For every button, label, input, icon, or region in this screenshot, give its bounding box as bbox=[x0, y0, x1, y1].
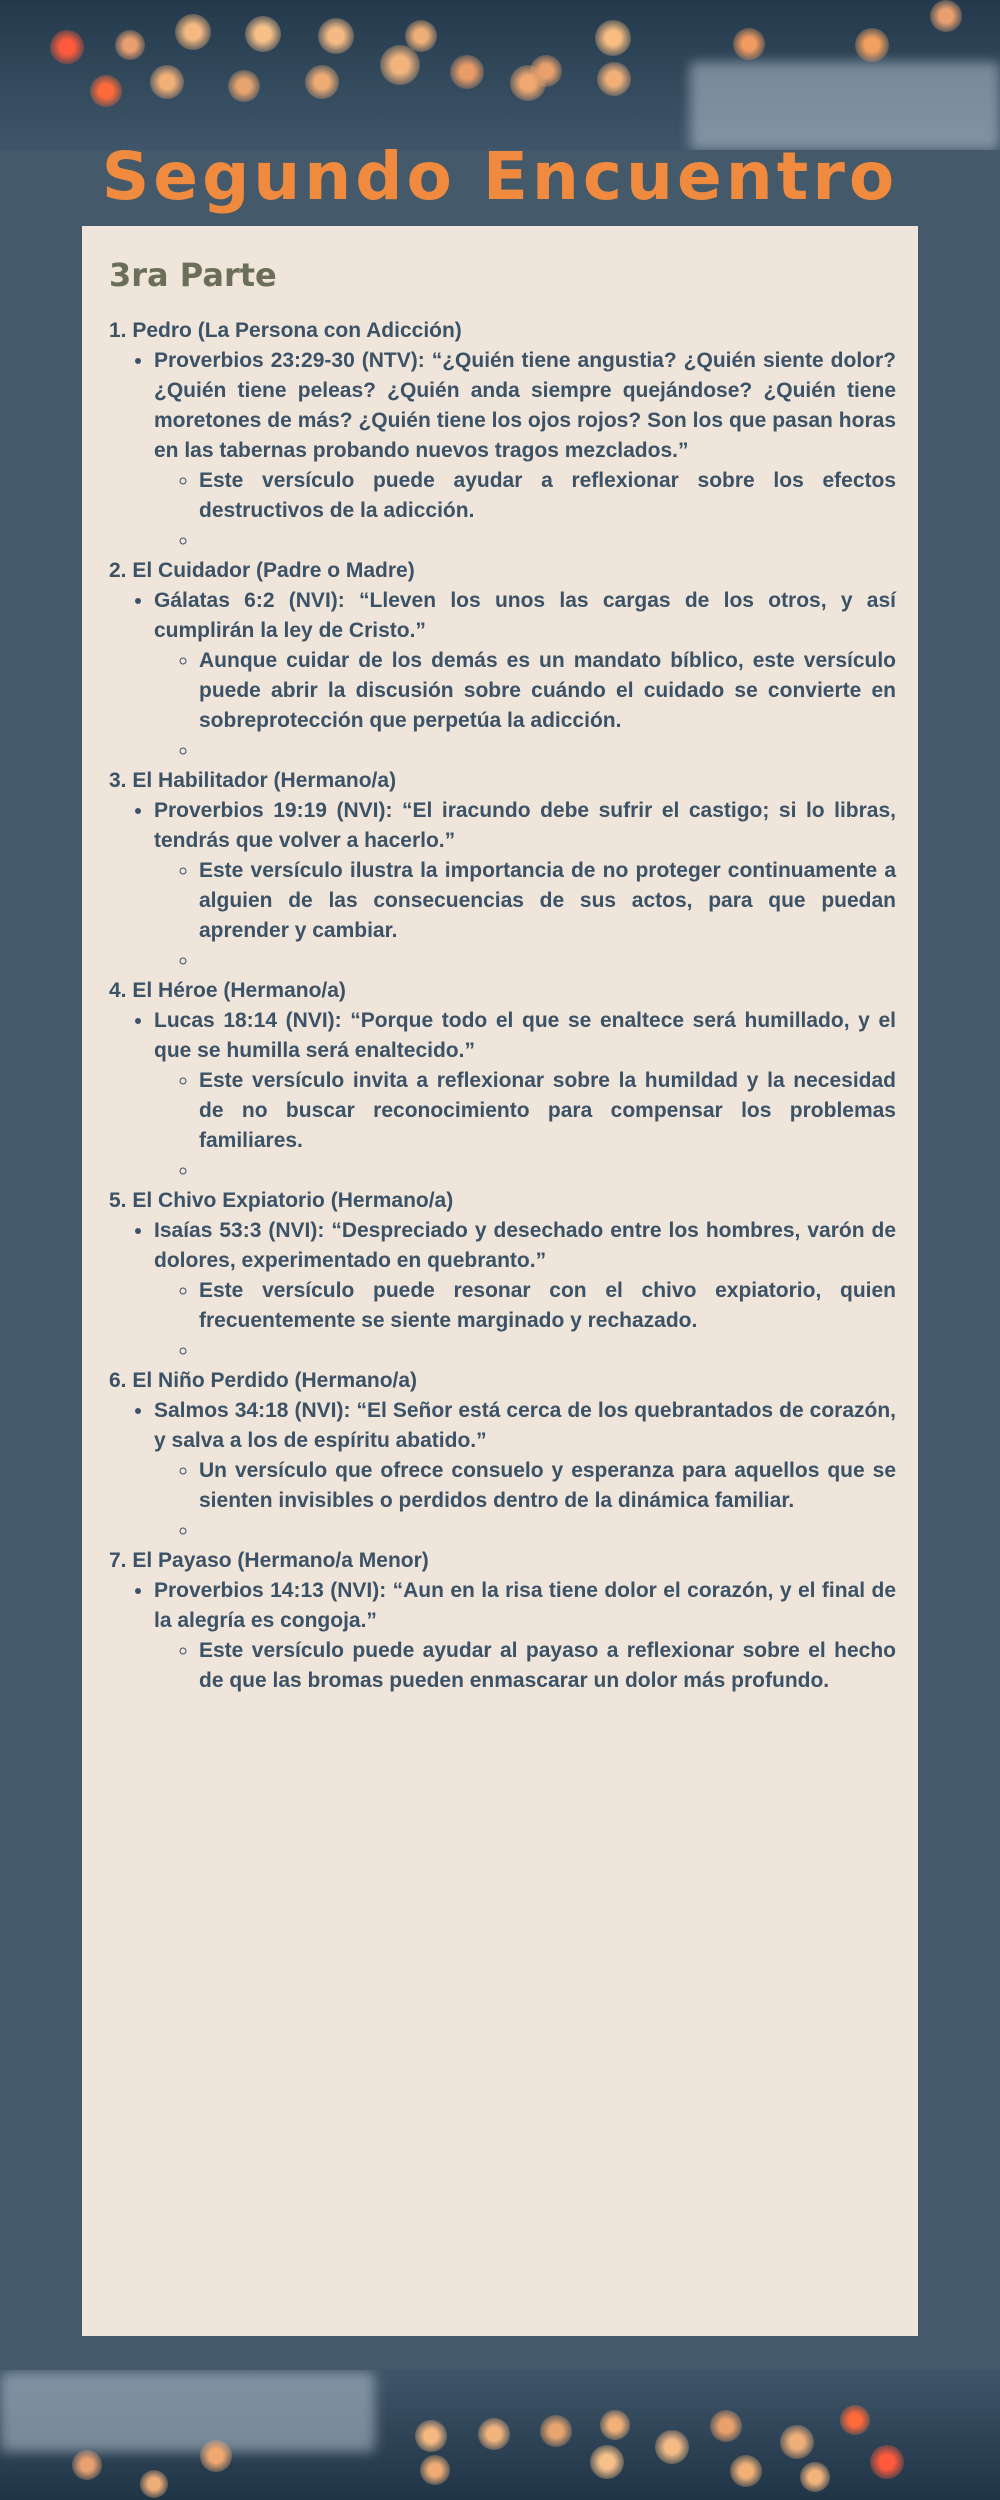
verse-item bbox=[154, 1396, 896, 1546]
bokeh-light bbox=[590, 2445, 624, 2479]
bokeh-light bbox=[415, 2420, 447, 2452]
bokeh-light bbox=[90, 75, 122, 107]
section-heading: 5. El Chivo Expiatorio (Hermano/a) bbox=[109, 1189, 454, 1212]
content-card bbox=[82, 226, 918, 2336]
bokeh-light bbox=[318, 18, 354, 54]
verse-item bbox=[154, 1006, 896, 1186]
bokeh-light bbox=[730, 2455, 762, 2487]
role-section bbox=[109, 316, 896, 556]
bokeh-light bbox=[420, 2455, 450, 2485]
bokeh-light bbox=[710, 2410, 742, 2442]
verse-text: Lucas 18:14 (NVI): “Porque todo el que se enaltece será humillado, y el que se humilla será enaltecido.” bbox=[154, 1009, 896, 1062]
verse-item bbox=[154, 346, 896, 556]
bokeh-light bbox=[870, 2445, 904, 2479]
section-heading: 3. El Habilitador (Hermano/a) bbox=[109, 769, 397, 792]
light-haze bbox=[690, 62, 1000, 150]
bokeh-light bbox=[733, 28, 765, 60]
note-item: ◦ Este versículo ilustra la importancia de no proteger continuamente a alguien de las consecuencias de sus actos, para que puedan aprender y cambiar. bbox=[199, 856, 896, 946]
empty-note-item bbox=[199, 1336, 896, 1366]
note-list bbox=[154, 1456, 896, 1546]
bokeh-light bbox=[380, 45, 420, 85]
verse-item bbox=[154, 586, 896, 766]
note-list bbox=[154, 466, 896, 556]
section-heading: 2. El Cuidador (Padre o Madre) bbox=[109, 559, 415, 582]
bokeh-light bbox=[175, 14, 211, 50]
verse-text: Proverbios 19:19 (NVI): “El iracundo debe sufrir el castigo; si lo libras, tendrás que volver a hacerlo.” bbox=[154, 799, 896, 852]
light-haze bbox=[0, 2372, 375, 2452]
verse-list bbox=[109, 586, 896, 766]
role-section bbox=[109, 766, 896, 976]
bokeh-light bbox=[540, 2415, 572, 2447]
empty-note-item bbox=[199, 736, 896, 766]
role-section bbox=[109, 556, 896, 766]
bokeh-light bbox=[150, 65, 184, 99]
part-title: 3ra Parte bbox=[109, 256, 277, 294]
bokeh-light bbox=[930, 0, 962, 32]
verse-text: Gálatas 6:2 (NVI): “Lleven los unos las cargas de los otros, y así cumplirán la ley de Cristo.” bbox=[154, 589, 896, 642]
bokeh-light bbox=[595, 20, 631, 56]
bokeh-light bbox=[478, 2418, 510, 2450]
verse-list bbox=[109, 1216, 896, 1366]
verse-text: Proverbios 23:29-30 (NTV): “¿Quién tiene angustia? ¿Quién siente dolor? ¿Quién tiene peleas? ¿Quién anda siempre quejándose? ¿Quién tiene moretones de más? ¿Quién tiene los ojos rojos? Son los que pasan horas en las tabernas probando nuevos tragos mezclados.” bbox=[154, 349, 896, 462]
role-section bbox=[109, 1186, 896, 1366]
empty-note-item bbox=[199, 946, 896, 976]
bokeh-light bbox=[655, 2430, 689, 2464]
note-item: ◦ Este versículo invita a reflexionar sobre la humildad y la necesidad de no buscar reconocimiento para compensar los problemas familiares. bbox=[199, 1066, 896, 1156]
role-section bbox=[109, 1366, 896, 1546]
bottom-bokeh-banner bbox=[0, 2370, 1000, 2500]
note-list bbox=[154, 1636, 896, 1696]
bokeh-light bbox=[800, 2462, 830, 2492]
role-section bbox=[109, 976, 896, 1186]
verse-list bbox=[109, 796, 896, 976]
verse-item bbox=[154, 1576, 896, 1696]
note-list bbox=[154, 856, 896, 976]
empty-note-item bbox=[199, 1156, 896, 1186]
note-list bbox=[154, 1066, 896, 1186]
bokeh-light bbox=[855, 28, 889, 62]
bokeh-light bbox=[228, 70, 260, 102]
section-heading: 1. Pedro (La Persona con Adicción) bbox=[109, 319, 462, 342]
top-bokeh-banner bbox=[0, 0, 1000, 150]
bokeh-light bbox=[450, 55, 484, 89]
bokeh-light bbox=[305, 65, 339, 99]
empty-note-item bbox=[199, 526, 896, 556]
bokeh-light bbox=[72, 2450, 102, 2480]
note-item: ◦ Este versículo puede ayudar a reflexionar sobre los efectos destructivos de la adicción. bbox=[199, 466, 896, 526]
bokeh-light bbox=[405, 20, 437, 52]
note-item: ◦ Un versículo que ofrece consuelo y esperanza para aquellos que se sienten invisibles o perdidos dentro de la dinámica familiar. bbox=[199, 1456, 896, 1516]
verse-text: Proverbios 14:13 (NVI): “Aun en la risa tiene dolor el corazón, y el final de la alegría es congoja.” bbox=[154, 1579, 896, 1632]
bokeh-light bbox=[780, 2425, 814, 2459]
note-item: ◦ Aunque cuidar de los demás es un mandato bíblico, este versículo puede abrir la discusión sobre cuándo el cuidado se convierte en sobreprotección que perpetúa la adicción. bbox=[199, 646, 896, 736]
verse-item bbox=[154, 796, 896, 976]
verse-list bbox=[109, 1396, 896, 1546]
bokeh-light bbox=[115, 30, 145, 60]
bokeh-light bbox=[597, 62, 631, 96]
section-heading: 4. El Héroe (Hermano/a) bbox=[109, 979, 346, 1002]
bokeh-light bbox=[140, 2470, 168, 2498]
verse-text: Isaías 53:3 (NVI): “Despreciado y desechado entre los hombres, varón de dolores, experimentado en quebranto.” bbox=[154, 1219, 896, 1272]
role-section bbox=[109, 1546, 896, 1696]
bokeh-light bbox=[530, 55, 562, 87]
note-list bbox=[154, 646, 896, 766]
verse-text: Salmos 34:18 (NVI): “El Señor está cerca de los quebrantados de corazón, y salva a los de espíritu abatido.” bbox=[154, 1399, 896, 1452]
note-item: ◦ Este versículo puede ayudar al payaso a reflexionar sobre el hecho de que las bromas pueden enmascarar un dolor más profundo. bbox=[199, 1636, 896, 1696]
page-title: Segundo Encuentro bbox=[101, 138, 899, 215]
section-heading: 6. El Niño Perdido (Hermano/a) bbox=[109, 1369, 418, 1392]
bokeh-light bbox=[840, 2405, 870, 2435]
section-heading: 7. El Payaso (Hermano/a Menor) bbox=[109, 1549, 429, 1572]
bokeh-light bbox=[50, 30, 84, 64]
note-item: ◦ Este versículo puede resonar con el chivo expiatorio, quien frecuentemente se siente marginado y rechazado. bbox=[199, 1276, 896, 1336]
bokeh-light bbox=[200, 2440, 232, 2472]
note-list bbox=[154, 1276, 896, 1366]
verse-list bbox=[109, 346, 896, 556]
verse-list bbox=[109, 1006, 896, 1186]
verse-list bbox=[109, 1576, 896, 1696]
bokeh-light bbox=[600, 2410, 630, 2440]
verse-item bbox=[154, 1216, 896, 1366]
bokeh-light bbox=[245, 16, 281, 52]
empty-note-item bbox=[199, 1516, 896, 1546]
